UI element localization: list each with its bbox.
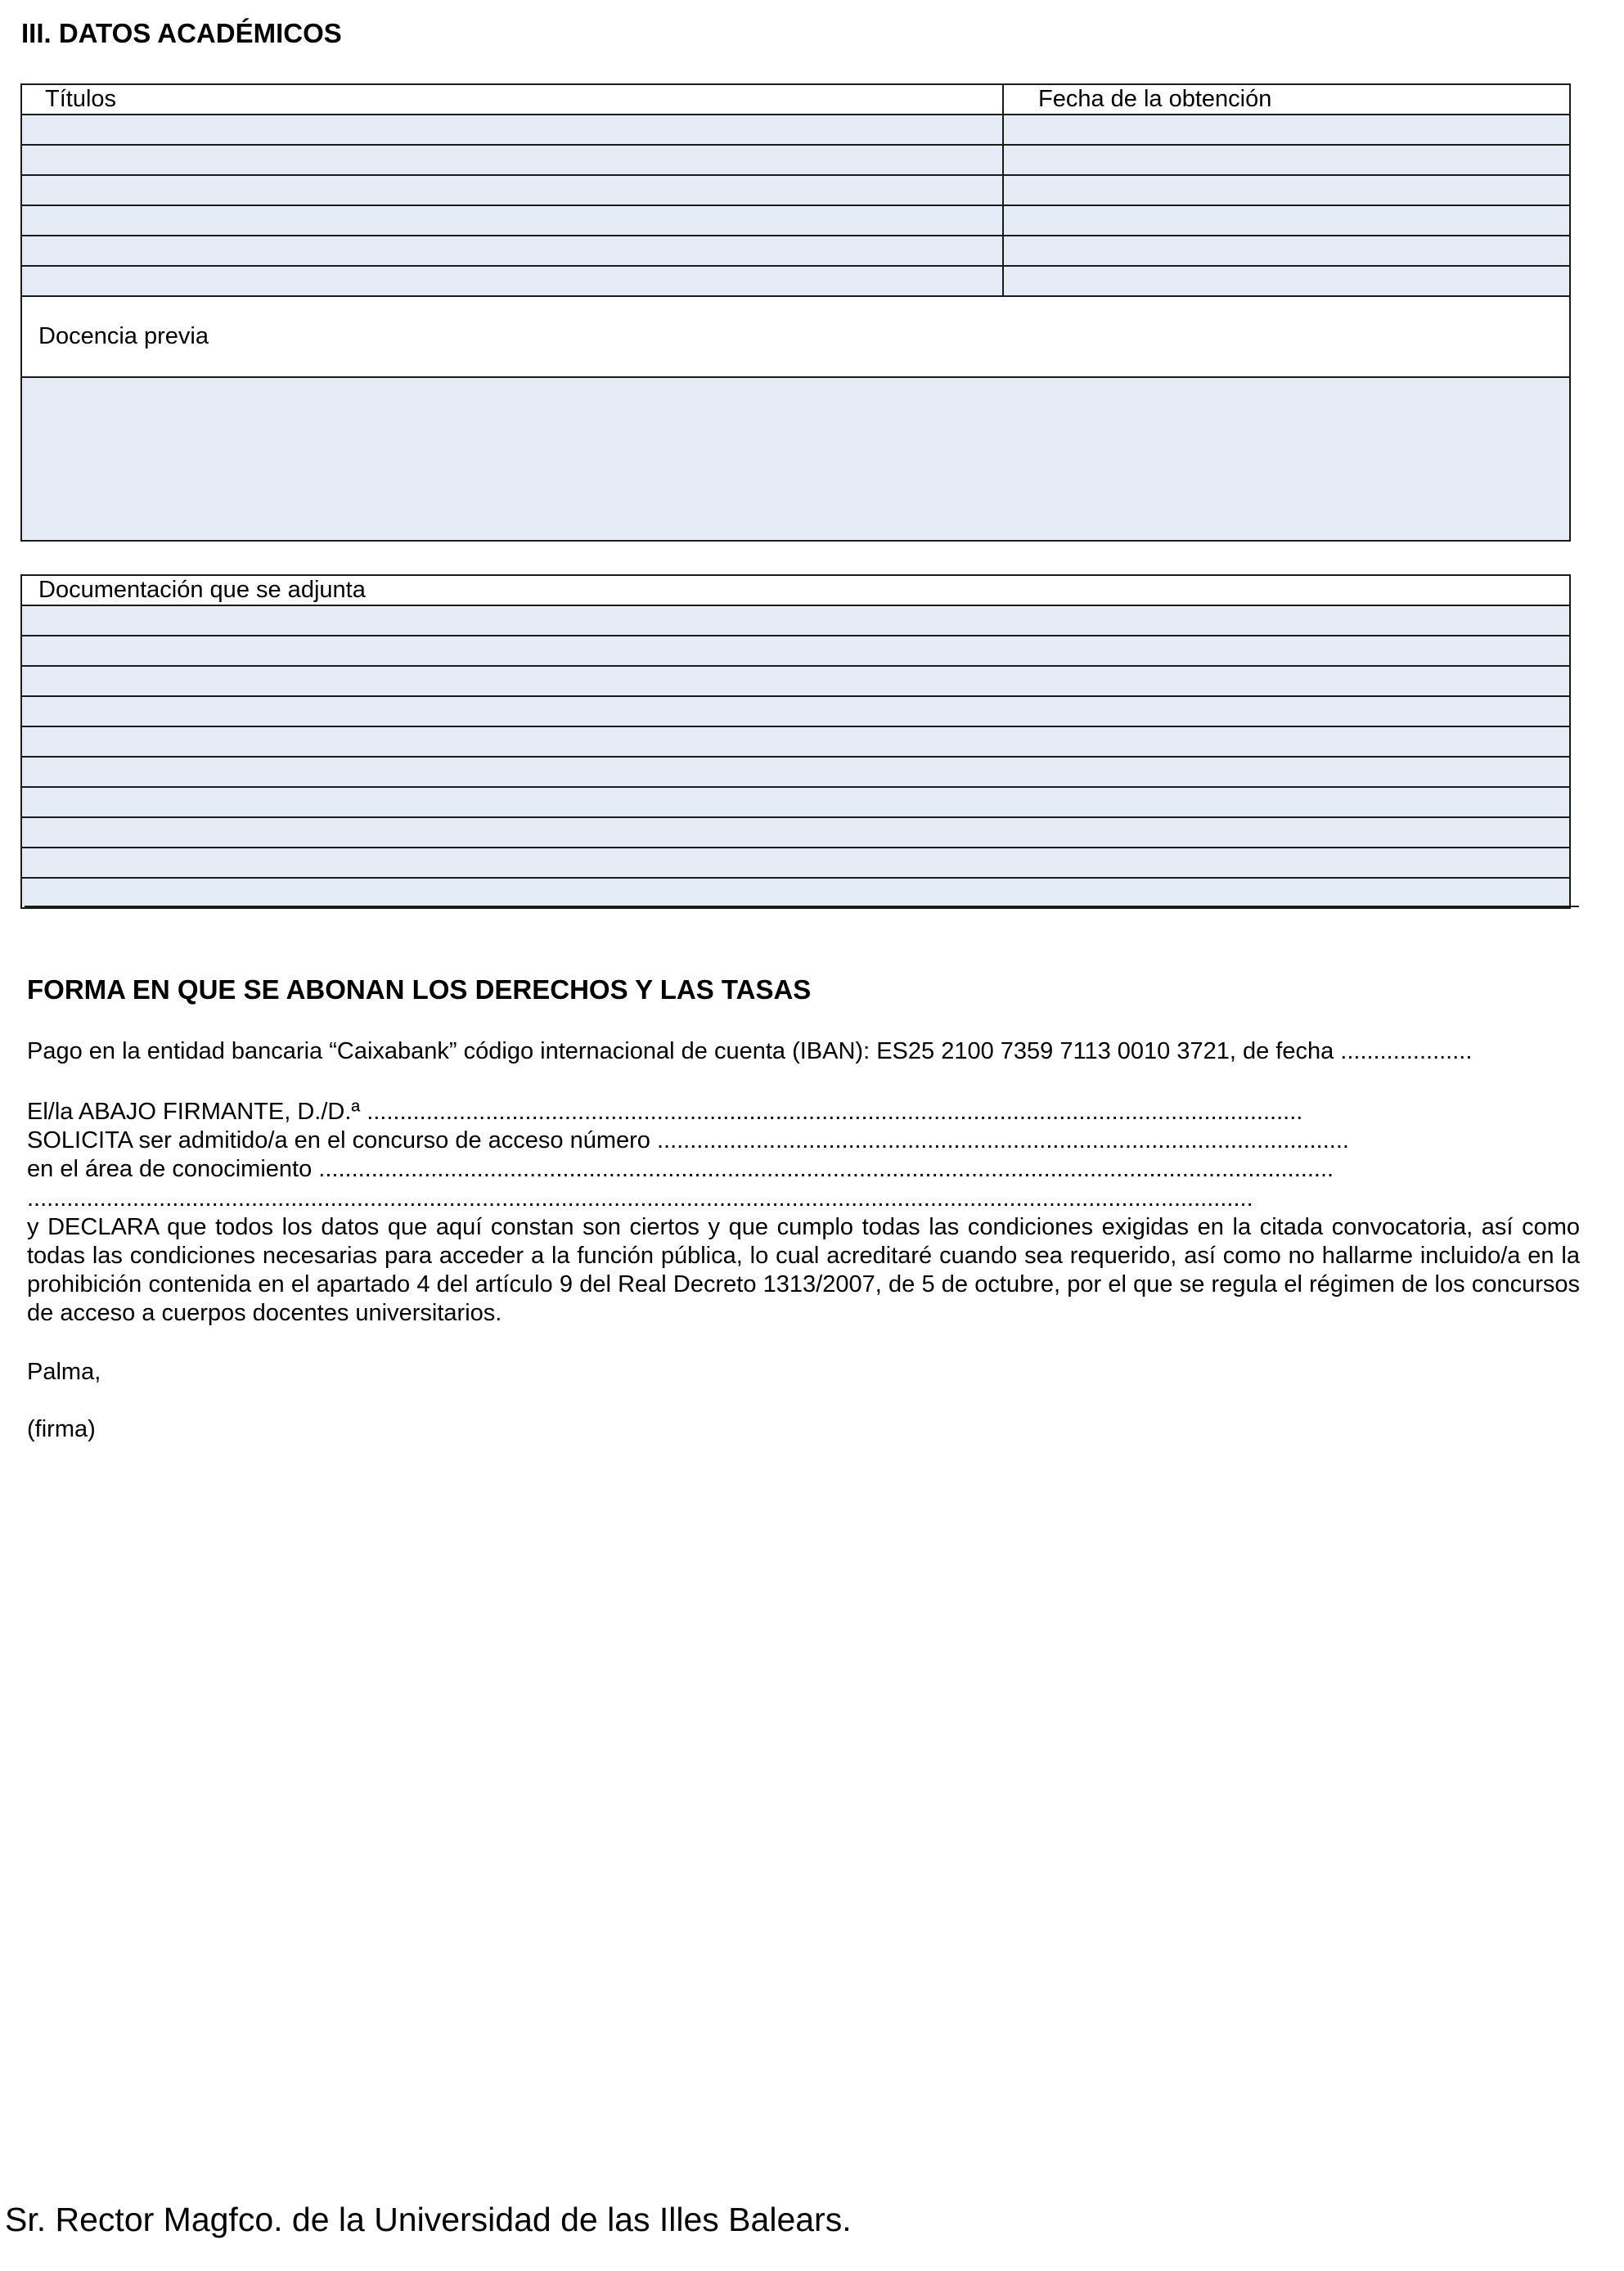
declaration-paragraph: y DECLARA que todos los datos que aquí constan son ciertos y que cumplo todas las condiciones exigidas en la citada convocatoria, así como todas las condiciones necesarias para acceder a la función pública, lo cual acreditaré cuando sea requerido, así como no hallarme incluido/a en la prohibición contenida en el apartado 4 del artículo 9 del Real Decreto 1313/2007, de 5 de octubre, por el que se regula el régimen de los concursos de acceso a cuerpos docentes universitarios. (27, 1214, 1580, 1326)
payment-heading: FORMA EN QUE SE ABONAN LOS DERECHOS Y LAS TASAS (27, 974, 812, 1005)
continuation-dots-line: .......................................................................................................................................................................................... (27, 1185, 1253, 1212)
documentacion-field[interactable] (21, 605, 1570, 636)
titulos-table (20, 83, 1571, 542)
fecha-field[interactable] (1003, 266, 1570, 296)
fecha-field[interactable] (1003, 115, 1570, 145)
titulo-field[interactable] (21, 236, 1003, 266)
fecha-field[interactable] (1003, 145, 1570, 175)
fecha-field[interactable] (1003, 236, 1570, 266)
fecha-field[interactable] (1003, 175, 1570, 205)
titulo-field[interactable] (21, 175, 1003, 205)
titulo-field[interactable] (21, 115, 1003, 145)
signature-label: (firma) (27, 1416, 96, 1442)
solicita-line: SOLICITA ser admitido/a en el concurso de acceso número ......................................................................................................... (27, 1127, 1349, 1153)
place-label: Palma, (27, 1359, 101, 1385)
documentacion-field[interactable] (21, 878, 1570, 908)
bank-payment-line: Pago en la entidad bancaria “Caixabank” código internacional de cuenta (IBAN): ES25 2100 7359 7113 0010 3721, de fecha .................... (27, 1038, 1473, 1064)
area-conocimiento-line: en el área de conocimiento .......................................................................................................................................................... (27, 1156, 1334, 1182)
documentacion-field[interactable] (21, 666, 1570, 696)
documentacion-field[interactable] (21, 787, 1570, 817)
documentacion-field[interactable] (21, 696, 1570, 726)
documentacion-field[interactable] (21, 726, 1570, 757)
docencia-previa-label: Docencia previa (21, 296, 1570, 377)
documentacion-field[interactable] (21, 757, 1570, 787)
documentacion-field[interactable] (21, 848, 1570, 878)
titulo-field[interactable] (21, 205, 1003, 236)
fecha-field[interactable] (1003, 205, 1570, 236)
documentacion-table (20, 574, 1571, 909)
titulo-field[interactable] (21, 145, 1003, 175)
signer-line: El/la ABAJO FIRMANTE, D./D.ª .............................................................................................................................................. (27, 1099, 1303, 1125)
documentacion-field[interactable] (21, 817, 1570, 848)
documentacion-field[interactable] (21, 636, 1570, 666)
docencia-previa-field[interactable] (21, 377, 1570, 541)
addressee-footer: Sr. Rector Magfco. de la Universidad de las Illes Balears. (5, 2201, 852, 2238)
fecha-obtencion-header: Fecha de la obtención (1003, 84, 1570, 115)
documentacion-header: Documentación que se adjunta (21, 575, 1570, 605)
table-bottom-rule (25, 906, 1579, 907)
section-heading: III. DATOS ACADÉMICOS (21, 18, 342, 48)
titulos-header: Títulos (21, 84, 1003, 115)
titulo-field[interactable] (21, 266, 1003, 296)
